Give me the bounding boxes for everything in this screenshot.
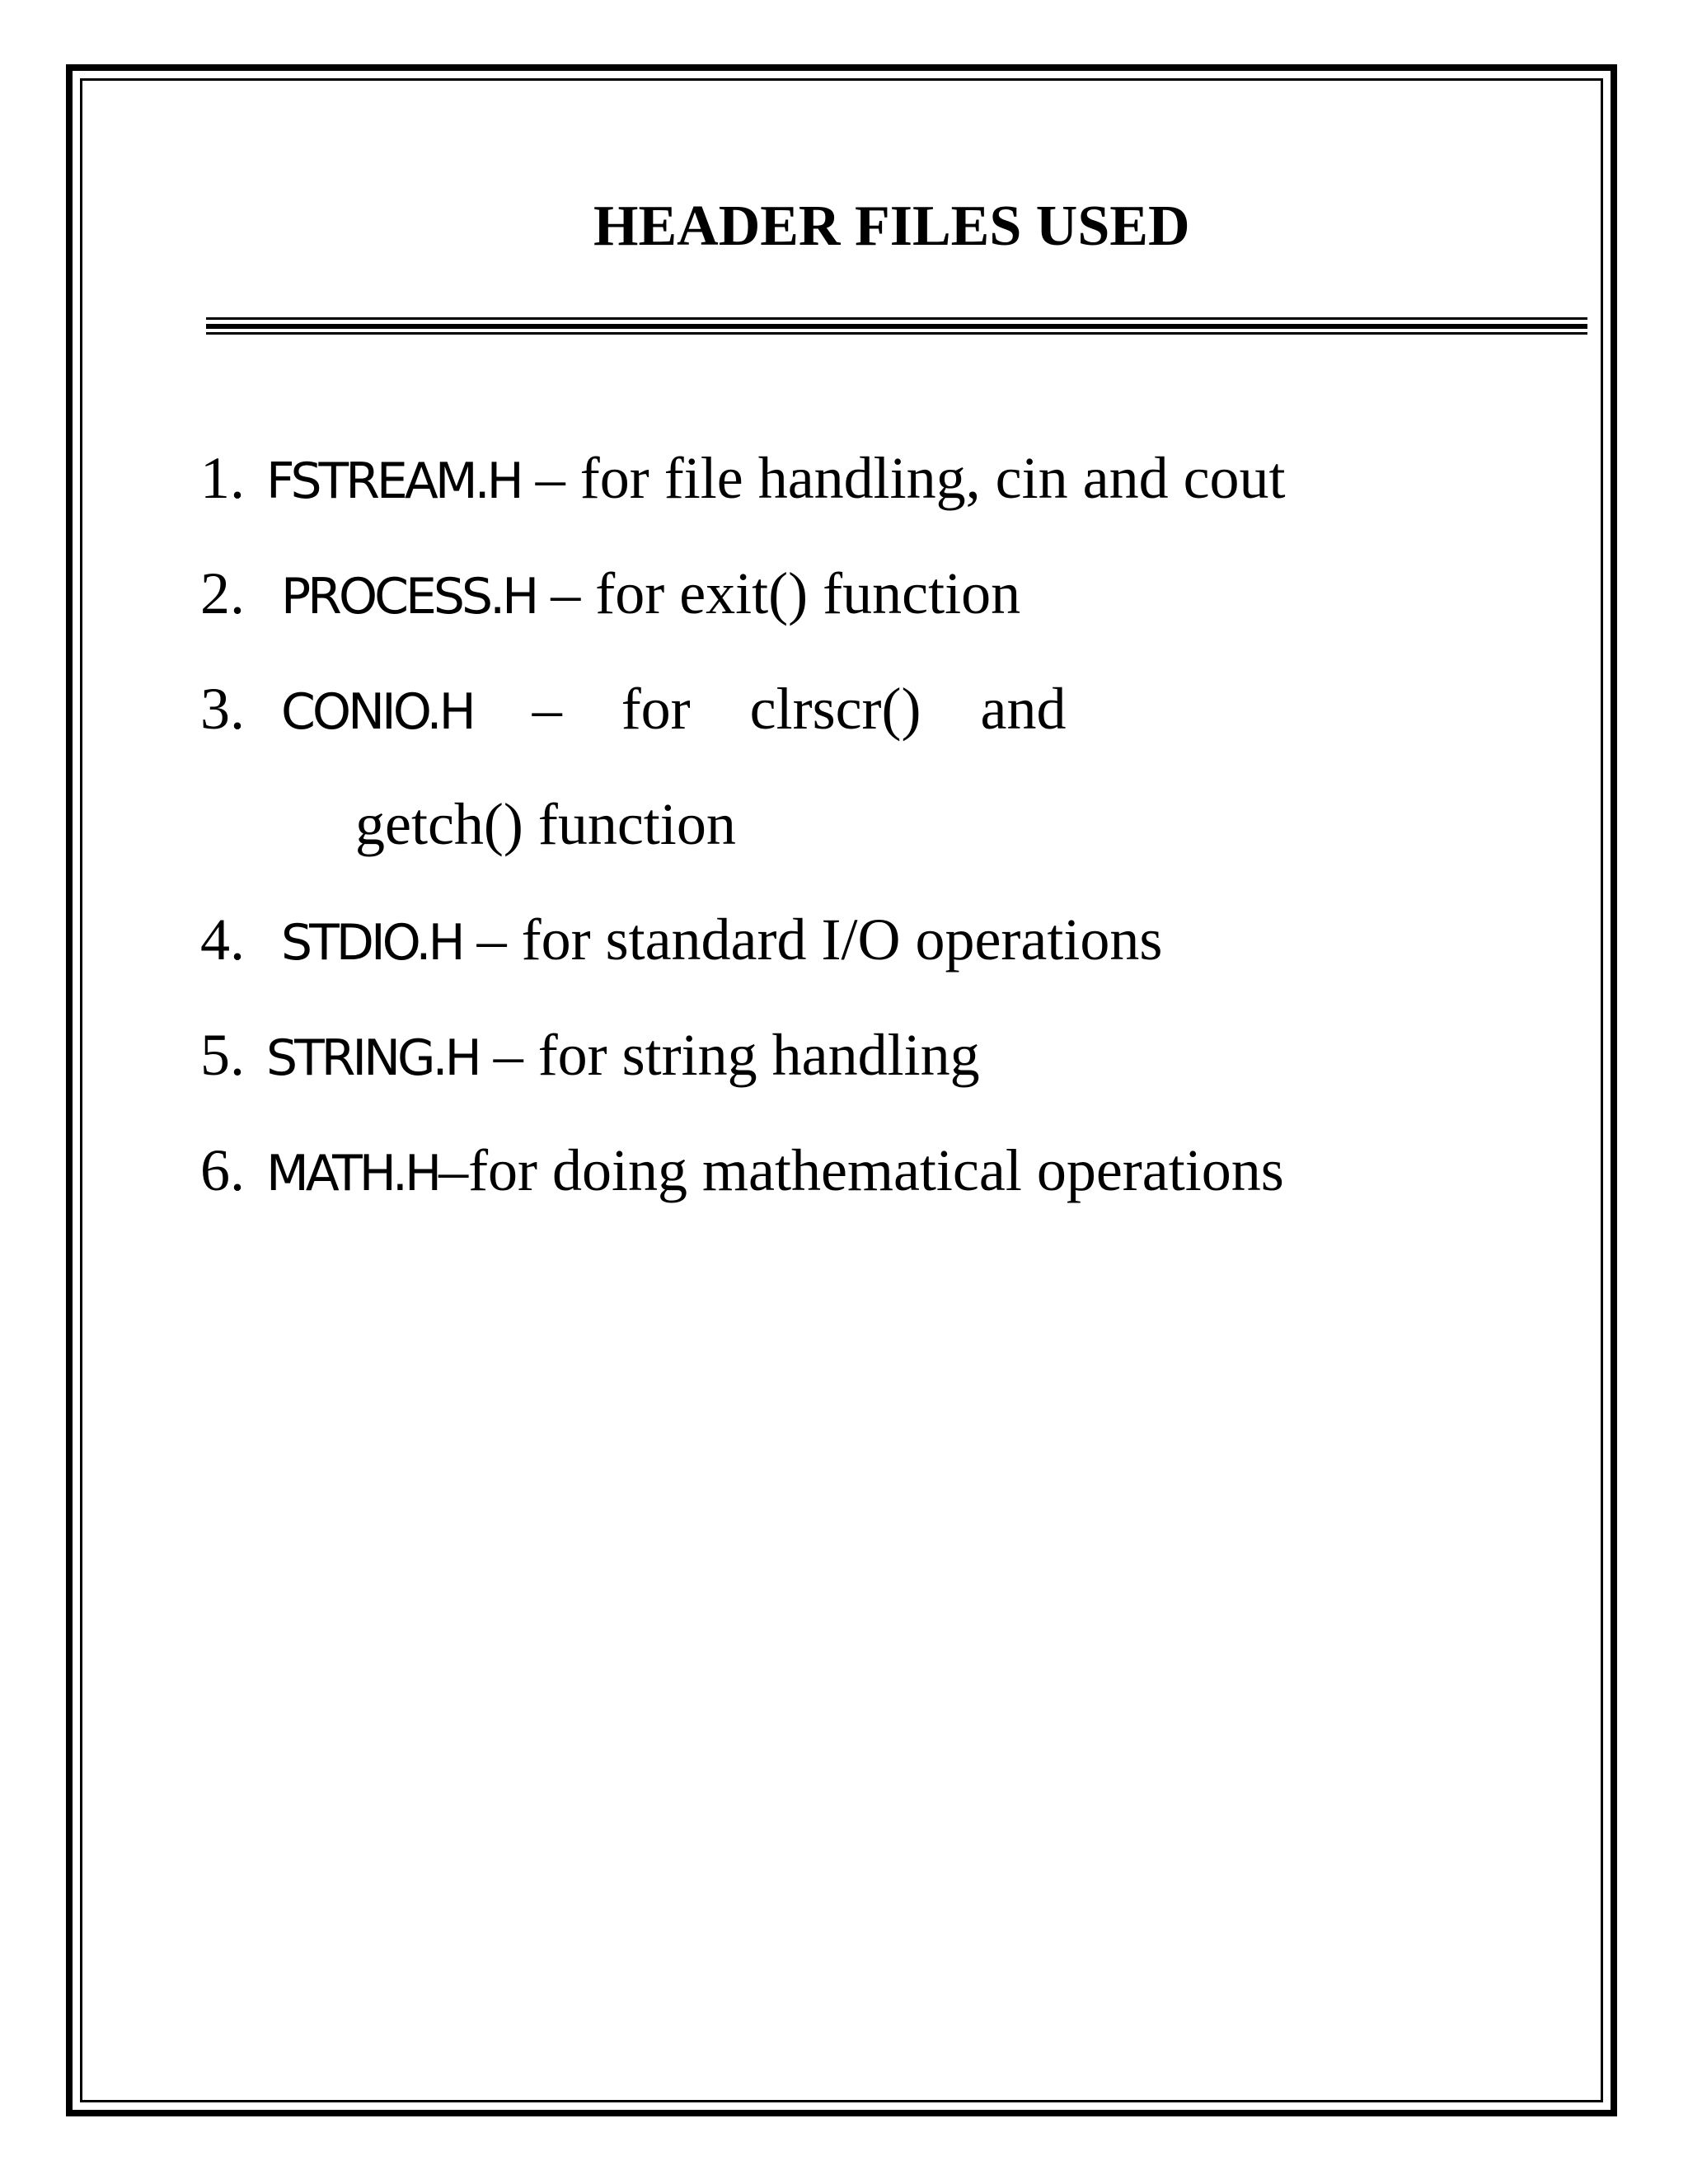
header-file-description: – for clrscr() and — [472, 676, 1067, 742]
list-item-number: 6. — [200, 1137, 245, 1203]
header-file-name: PROCESS.H — [281, 568, 537, 626]
header-file-description: – for exit() function — [536, 560, 1021, 626]
header-file-description-continued: getch() function — [355, 791, 736, 857]
header-file-name: MATH.H — [266, 1145, 439, 1202]
list-item — [200, 651, 1286, 882]
header-file-description: –for doing mathematical operations — [438, 1137, 1284, 1203]
title-divider-middle — [206, 324, 1587, 329]
list-item-number: 5. — [200, 1022, 245, 1088]
header-file-name: FSTREAM.H — [266, 452, 521, 510]
header-files-list — [200, 420, 1286, 1228]
list-item-number: 1. — [200, 445, 245, 511]
list-item — [200, 997, 1286, 1113]
list-item — [200, 536, 1286, 651]
list-item-number: 3. — [200, 676, 245, 742]
list-item — [200, 420, 1286, 536]
header-file-name: STRING.H — [266, 1029, 479, 1087]
header-file-name: CONIO.H — [281, 683, 473, 741]
header-file-description: – for string handling — [478, 1022, 980, 1088]
header-file-description: – for standard I/O operations — [462, 907, 1163, 972]
title-divider-bottom — [206, 332, 1587, 335]
list-item — [200, 882, 1286, 997]
page-title: HEADER FILES USED — [593, 194, 1190, 258]
list-item-number: 2. — [200, 560, 245, 626]
title-divider-top — [206, 317, 1587, 320]
header-file-description: – for file handling, cin and cout — [520, 445, 1286, 511]
list-item-number: 4. — [200, 907, 245, 972]
list-item — [200, 1113, 1286, 1228]
header-file-name: STDIO.H — [281, 914, 462, 972]
